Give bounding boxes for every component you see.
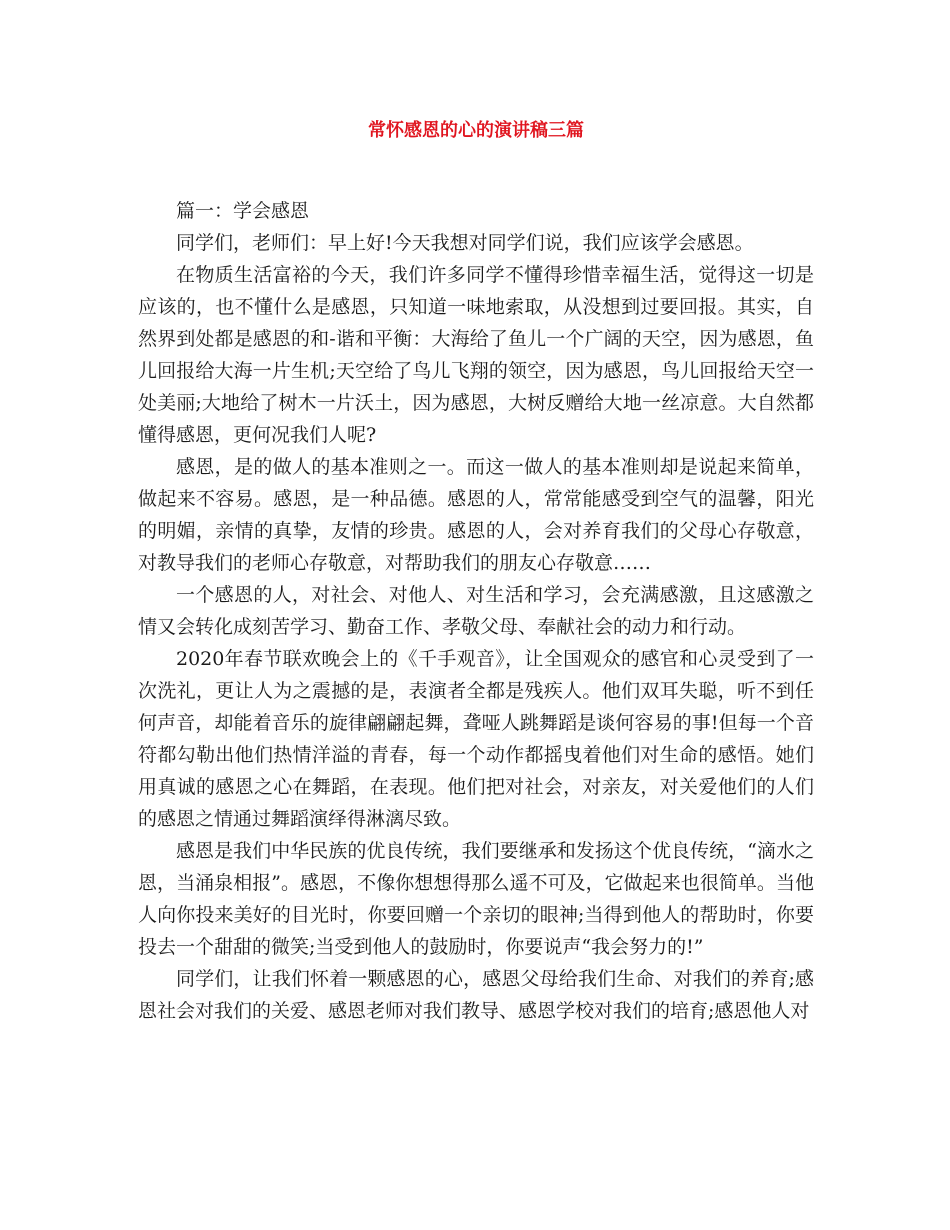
document-title: 常怀感恩的心的演讲稿三篇 bbox=[368, 120, 584, 141]
section-heading: 篇一：学会感恩 bbox=[176, 200, 310, 222]
paragraph-nature: 在物质生活富裕的今天，我们许多同学不懂得珍惜幸福生活，觉得这一切是应该的，也不懂什么是感恩，只知道一味地索取，从没想到过要回报。其实，自然界到处都是感恩的和-谐和平衡：大海给了鱼儿一个广阔的天空，因为感恩，鱼儿回报给大海一片生机;天空给了鸟儿飞翔的领空，因为感恩，鸟儿回报给天空一处美丽;大地给了树木一片沃土，因为感恩，大树反赠给大地一丝凉意。大自然都懂得感恩，更何况我们人呢? bbox=[138, 264, 814, 446]
document-page bbox=[138, 118, 814, 1027]
paragraph-grateful-person: 一个感恩的人，对社会、对他人、对生活和学习，会充满感激，且这感激之情又会转化成刻苦学习、勤奋工作、孝敬父母、奉献社会的动力和行动。 bbox=[138, 584, 814, 638]
paragraph-closing: 同学们，让我们怀着一颗感恩的心，感恩父母给我们生命、对我们的养育;感恩社会对我们的关爱、感恩老师对我们教导、感恩学校对我们的培育;感恩他人对 bbox=[138, 968, 814, 1022]
paragraph-greeting: 同学们，老师们：早上好!今天我想对同学们说，我们应该学会感恩。 bbox=[176, 232, 754, 254]
paragraph-principle: 感恩，是的做人的基本准则之一。而这一做人的基本准则却是说起来简单，做起来不容易。感恩，是一种品德。感恩的人，常常能感受到空气的温馨，阳光的明媚，亲情的真挚，友情的珍贵。感恩的人，会对养育我们的父母心存敬意，对教导我们的老师心存敬意，对帮助我们的朋友心存敬意…… bbox=[138, 456, 814, 574]
paragraph-performance: 2020年春节联欢晚会上的《千手观音》，让全国观众的感官和心灵受到了一次洗礼，更让人为之震撼的是，表演者全都是残疾人。他们双耳失聪，听不到任何声音，却能着音乐的旋律翩翩起舞，聋哑人跳舞蹈是谈何容易的事!但每一个音符都勾勒出他们热情洋溢的青春，每一个动作都摇曳着他们对生命的感悟。她们用真诚的感恩之心在舞蹈，在表现。他们把对社会，对亲友，对关爱他们的人们的感恩之情通过舞蹈演绎得淋漓尽致。 bbox=[138, 648, 814, 830]
paragraph-tradition: 感恩是我们中华民族的优良传统，我们要继承和发扬这个优良传统，“滴水之恩，当涌泉相报”。感恩，不像你想想得那么遥不可及，它做起来也很简单。当他人向你投来美好的目光时，你要回赠一个亲切的眼神;当得到他人的帮助时，你要投去一个甜甜的微笑;当受到他人的鼓励时，你要说声“我会努力的!” bbox=[138, 840, 814, 958]
